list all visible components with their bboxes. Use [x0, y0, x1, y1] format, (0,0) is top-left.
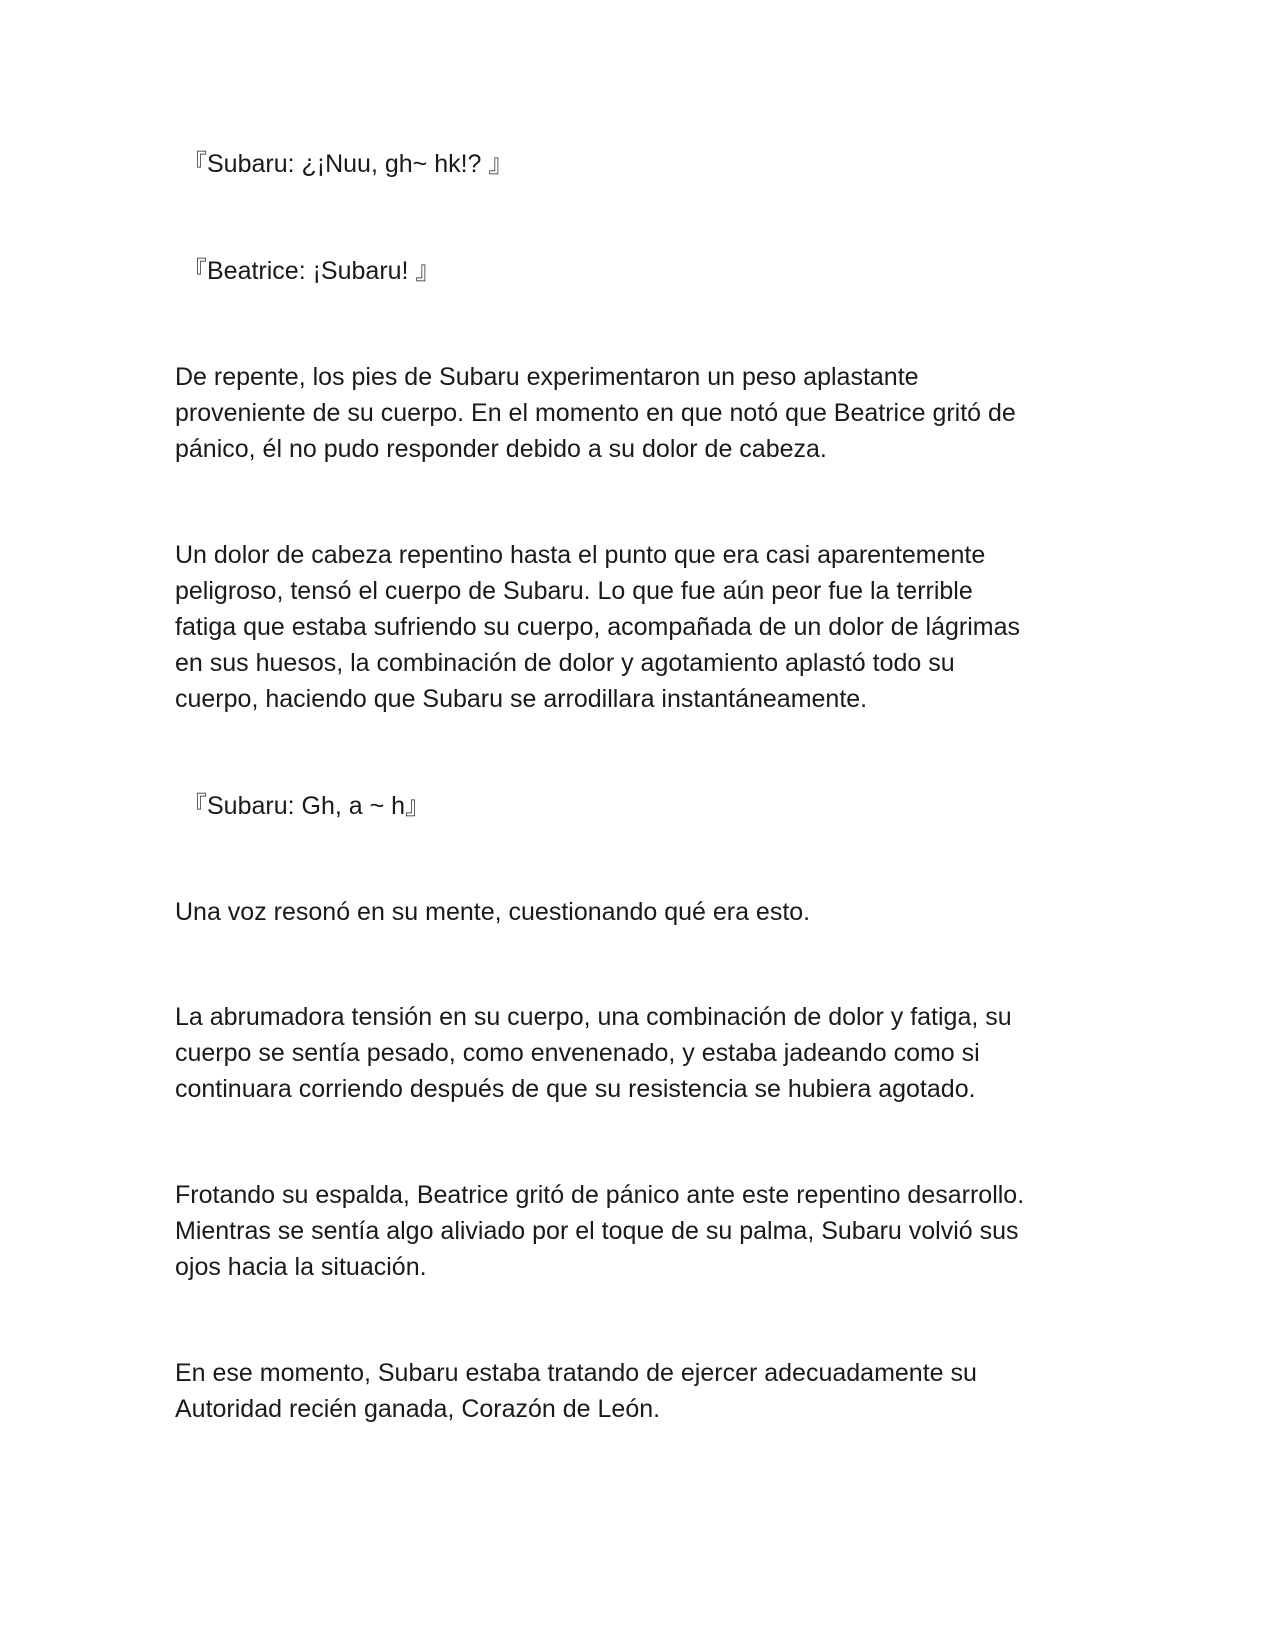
paragraph-4-line-2: cuerpo se sentía pesado, como envenenado, y estaba jadeando como si	[175, 1039, 980, 1067]
dialogue-subaru-2: 『Subaru: Gh, a ~ h』	[182, 792, 431, 820]
paragraph-6-line-1: En ese momento, Subaru estaba tratando de ejercer adecuadamente su	[175, 1359, 977, 1387]
paragraph-6-line-2: Autoridad recién ganada, Corazón de León.	[175, 1395, 661, 1423]
paragraph-1-line-2: proveniente de su cuerpo. En el momento en que notó que Beatrice gritó de	[175, 399, 1016, 427]
paragraph-2-line-1: Un dolor de cabeza repentino hasta el punto que era casi aparentemente	[175, 541, 986, 569]
paragraph-2-line-3: fatiga que estaba sufriendo su cuerpo, acompañada de un dolor de lágrimas	[175, 613, 1021, 641]
dialogue-beatrice: 『Beatrice: ¡Subaru! 』	[182, 257, 441, 285]
paragraph-2-line-5: cuerpo, haciendo que Subaru se arrodillara instantáneamente.	[175, 685, 868, 713]
paragraph-1-line-1: De repente, los pies de Subaru experimentaron un peso aplastante	[175, 363, 919, 391]
paragraph-2-line-2: peligroso, tensó el cuerpo de Subaru. Lo que fue aún peor fue la terrible	[175, 577, 973, 605]
paragraph-3-line-1: Una voz resonó en su mente, cuestionando qué era esto.	[175, 898, 811, 926]
paragraph-4-line-3: continuara corriendo después de que su resistencia se hubiera agotado.	[175, 1075, 976, 1103]
paragraph-5-line-3: ojos hacia la situación.	[175, 1253, 427, 1281]
paragraph-5-line-1: Frotando su espalda, Beatrice gritó de pánico ante este repentino desarrollo.	[175, 1181, 1025, 1209]
paragraph-1-line-3: pánico, él no pudo responder debido a su dolor de cabeza.	[175, 435, 827, 463]
paragraph-5-line-2: Mientras se sentía algo aliviado por el toque de su palma, Subaru volvió sus	[175, 1217, 1019, 1245]
paragraph-4-line-1: La abrumadora tensión en su cuerpo, una combinación de dolor y fatiga, su	[175, 1003, 1012, 1031]
dialogue-subaru-1: 『Subaru: ¿¡Nuu, gh~ hk!? 』	[182, 150, 514, 178]
paragraph-2-line-4: en sus huesos, la combinación de dolor y agotamiento aplastó todo su	[175, 649, 955, 677]
